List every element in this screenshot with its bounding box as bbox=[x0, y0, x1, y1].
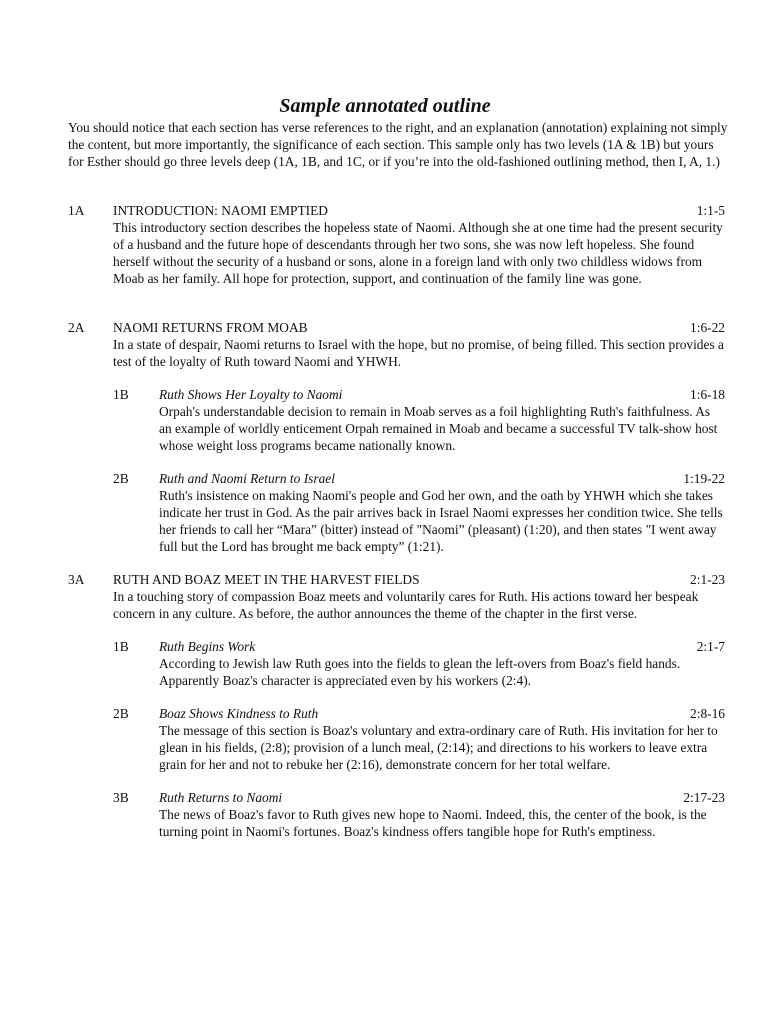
verse-reference: 1:6-18 bbox=[690, 387, 725, 402]
subsection-title: Boaz Shows Kindness to Ruth bbox=[159, 706, 319, 721]
section-annotation: In a state of despair, Naomi returns to Israel with the hope, but no promise, of being filled. This section provides a test of the loyalty of Ruth toward Naomi and YHWH. bbox=[113, 337, 724, 369]
outline-subsection-3a-1b bbox=[113, 638, 725, 689]
verse-reference: 2:17-23 bbox=[683, 790, 725, 805]
subsection-annotation: The news of Boaz's favor to Ruth gives new hope to Naomi. Indeed, this, the center of the book, is the turning point in Naomi's fortunes. Boaz's kindness offers tangible hope for Ruth's emptiness. bbox=[159, 807, 707, 839]
verse-reference: 1:1-5 bbox=[696, 203, 725, 218]
subsection-annotation: Orpah's understandable decision to remain in Moab serves as a foil highlighting Ruth's faithfulness. As an example of worldly enticement Orpah remained in Moab and became a successful TV talk-show host whose weight loss programs became nationally known. bbox=[159, 404, 718, 453]
section-number: 1A bbox=[68, 203, 85, 218]
subsection-number: 2B bbox=[113, 706, 129, 721]
section-title: INTRODUCTION: NAOMI EMPTIED bbox=[113, 203, 328, 218]
page-title: Sample annotated outline bbox=[279, 95, 491, 117]
outline-subsection-3a-2b bbox=[113, 705, 725, 773]
section-title: RUTH AND BOAZ MEET IN THE HARVEST FIELDS bbox=[113, 572, 420, 587]
verse-reference: 2:1-7 bbox=[696, 639, 725, 654]
outline-section-1a bbox=[68, 202, 728, 287]
verse-reference: 2:1-23 bbox=[690, 572, 725, 587]
section-annotation: In a touching story of compassion Boaz meets and voluntarily cares for Ruth. His actions toward her bespeak concern in any culture. As before, the author announces the theme of the chapter in the first verse. bbox=[113, 589, 699, 621]
section-number: 3A bbox=[68, 572, 85, 587]
subsection-title: Ruth Returns to Naomi bbox=[159, 790, 283, 805]
subsection-number: 1B bbox=[113, 387, 129, 402]
subsection-title: Ruth Shows Her Loyalty to Naomi bbox=[159, 387, 343, 402]
outline-subsection-2a-2b bbox=[113, 470, 725, 555]
subsection-number: 1B bbox=[113, 639, 129, 654]
subsection-number: 3B bbox=[113, 790, 129, 805]
outline-subsection-3a-3b bbox=[113, 789, 725, 840]
section-title: NAOMI RETURNS FROM MOAB bbox=[113, 320, 308, 335]
section-annotation: This introductory section describes the hopeless state of Naomi. Although she at one time had the present security of a husband and the future hope of descendants through her two sons, she was now left hopeless. She found herself without the security of a husband or sons, alone in a foreign land with only two childless widows from Moab as her family. All hope for protection, support, and continuation of the family line was gone. bbox=[113, 220, 723, 286]
subsection-title: Ruth and Naomi Return to Israel bbox=[159, 471, 335, 486]
intro-paragraph: You should notice that each section has verse references to the right, and an explanation (annotation) explaining not simply the content, but more importantly, the significance of each section. This sample only has two levels (1A & 1B) but yours for Esther should go three levels deep (1A, 1B, and 1C, or if you’re into the old-fashioned outlining method, then I, A, 1.) bbox=[68, 120, 728, 169]
outline-section-3a bbox=[68, 571, 728, 622]
subsection-annotation: The message of this section is Boaz's voluntary and extra-ordinary care of Ruth. His invitation for her to glean in his fields, (2:8); provision of a lunch meal, (2:14); and directions to his workers to leave extra grain for her and not to rebuke her (2:16), demonstrate concern for her total welfare. bbox=[159, 723, 718, 772]
outline-section-2a bbox=[68, 319, 728, 370]
subsection-number: 2B bbox=[113, 471, 129, 486]
section-number: 2A bbox=[68, 320, 85, 335]
subsection-annotation: Ruth's insistence on making Naomi's people and God her own, and the oath by YHWH which she takes indicate her trust in God. As the pair arrives back in Israel Naomi expresses her condition twice. She tells her friends to call her “Mara” (bitter) instead of "Naomi” (pleasant) (1:20), and then states "I went away full but the Lord has brought me back empty” (1:21). bbox=[159, 488, 723, 554]
verse-reference: 1:19-22 bbox=[683, 471, 725, 486]
subsection-title: Ruth Begins Work bbox=[159, 639, 256, 654]
subsection-annotation: According to Jewish law Ruth goes into the fields to glean the left-overs from Boaz's field hands. Apparently Boaz's character is appreciated even by his workers (2:4). bbox=[159, 656, 681, 688]
verse-reference: 1:6-22 bbox=[690, 320, 725, 335]
verse-reference: 2:8-16 bbox=[690, 706, 725, 721]
outline-subsection-2a-1b bbox=[113, 386, 725, 454]
